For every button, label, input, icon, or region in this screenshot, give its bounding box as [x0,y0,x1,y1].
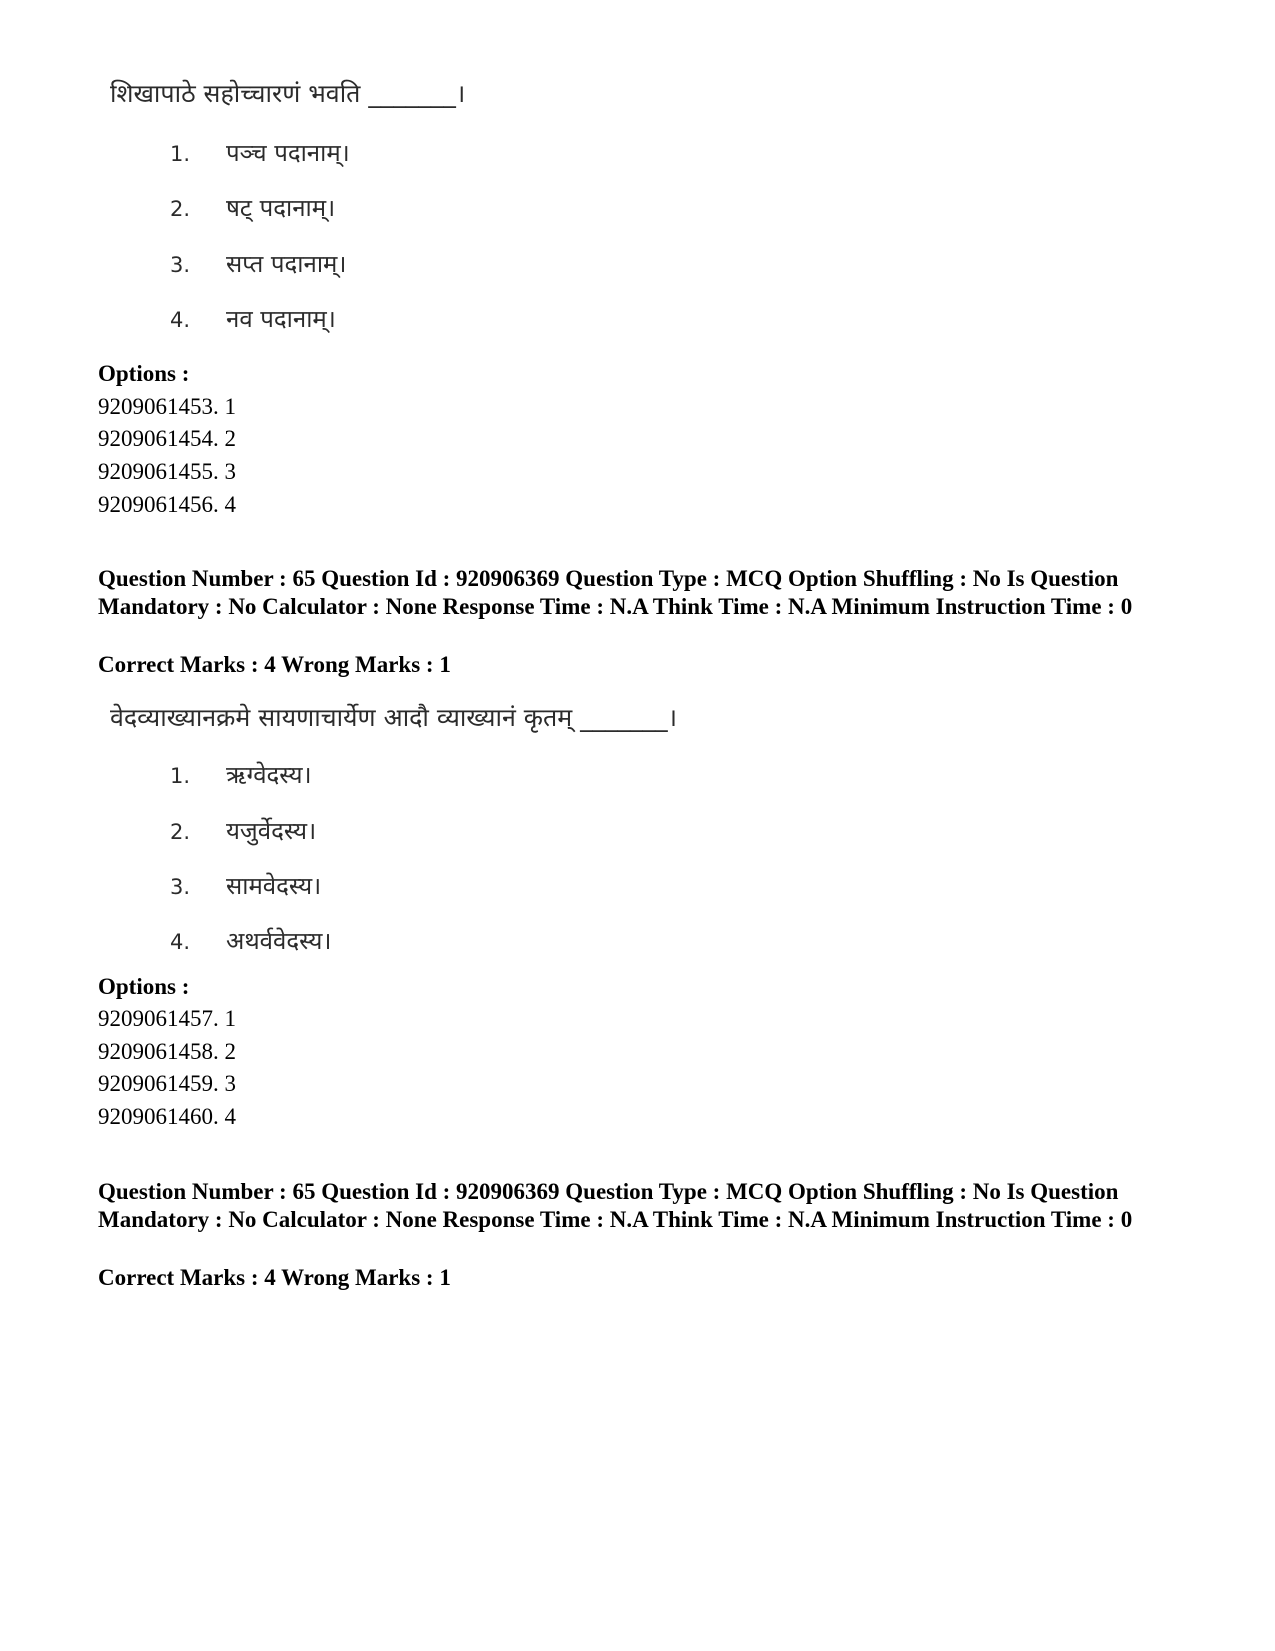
option-line: 9209061460. 4 [98,1104,236,1129]
question-image [100,76,800,346]
question-meta: Question Number : 65 Question Id : 920906369 Question Type : MCQ Option Shuffling : No Is Question Mandatory : No Calculator : None Response Time : N.A Think Time : N.A Minimum Instruction Time : 0 [98,1179,1133,1232]
choice-text: अथर्ववेदस्य। [226,927,332,955]
choice-number: 3. [170,253,191,277]
choice-text: सामवेदस्य। [226,872,322,900]
choice-number: 2. [170,197,191,221]
choice-number: 4. [170,308,191,332]
choice-text: पञ्च पदानाम्। [226,139,350,167]
choice-text: यजुर्वेदस्य। [226,817,317,845]
options-title: Options : [98,361,190,386]
option-line: 9209061456. 4 [98,492,236,517]
choice-number: 1. [170,764,191,788]
question-image [100,700,800,970]
option-line: 9209061453. 1 [98,394,236,419]
question-choice [170,924,331,957]
choice-text: सप्त पदानाम्। [226,250,347,278]
choice-text: ऋग्वेदस्य। [226,761,312,789]
choice-text: नव पदानाम्। [226,305,336,333]
question-marks: Correct Marks : 4 Wrong Marks : 1 [98,652,451,677]
choice-number: 3. [170,875,191,899]
choice-number: 1. [170,142,191,166]
option-line: 9209061455. 3 [98,459,236,484]
options-title: Options : [98,974,190,999]
choice-number: 2. [170,820,191,844]
question-stem: शिखापाठे सहोच्चारणं भवति _______। [110,79,466,108]
question-marks: Correct Marks : 4 Wrong Marks : 1 [98,1265,451,1290]
option-line: 9209061457. 1 [98,1006,236,1031]
question-choice [170,302,336,335]
option-line: 9209061454. 2 [98,426,236,451]
question-choice [170,814,316,847]
question-choice [170,136,350,169]
question-choice [170,869,321,902]
question-choice [170,758,312,791]
choice-text: षट् पदानाम्। [226,194,336,222]
question-choice [170,247,347,280]
option-line: 9209061458. 2 [98,1039,236,1064]
option-line: 9209061459. 3 [98,1071,236,1096]
question-choice [170,191,335,224]
choice-number: 4. [170,930,191,954]
question-meta: Question Number : 65 Question Id : 920906369 Question Type : MCQ Option Shuffling : No Is Question Mandatory : No Calculator : None Response Time : N.A Think Time : N.A Minimum Instruction Time : 0 [98,566,1133,619]
question-stem: वेदव्याख्यानक्रमे सायणाचार्येण आदौ व्याख्यानं कृतम् _______। [110,703,678,732]
